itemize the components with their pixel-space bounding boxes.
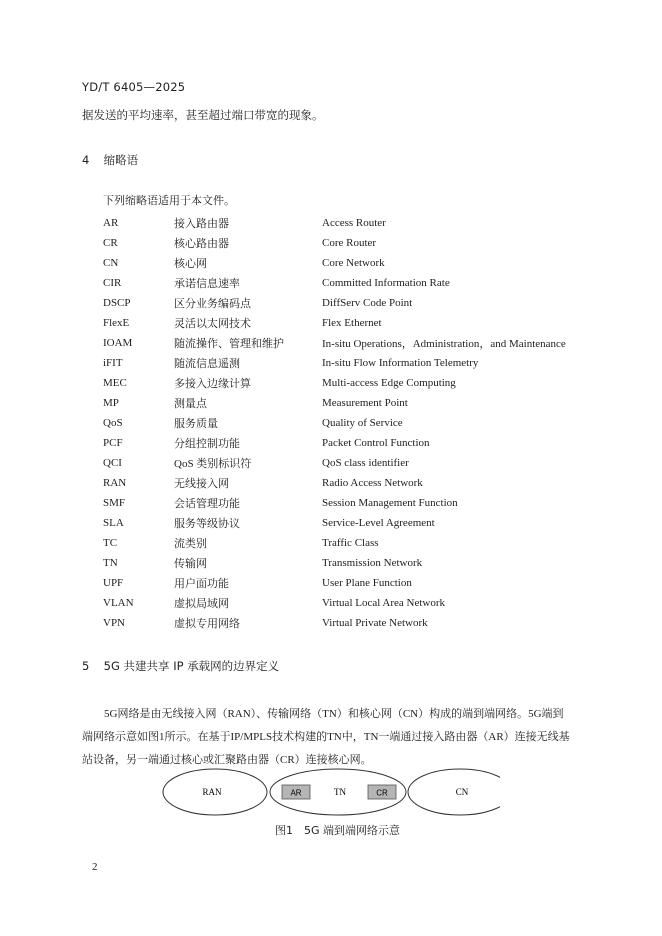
cn-label: CN [455,787,469,797]
abbreviation-english: Radio Access Network [322,477,423,489]
abbreviation-row [103,253,566,273]
abbreviation-row [103,213,566,233]
abbreviation-english: DiffServ Code Point [322,297,413,309]
abbreviation-chinese: 传输网 [174,558,207,570]
abbreviation-english: Measurement Point [322,397,408,409]
network-diagram [160,765,500,820]
abbreviation-term: RAN [103,477,127,489]
abbreviation-row [103,533,566,553]
abbreviation-row [103,273,566,293]
abbreviation-chinese: 接入路由器 [174,218,229,230]
abbreviation-term: AR [103,217,119,229]
abbreviation-english: Core Network [322,257,385,269]
abbreviation-row [103,613,566,633]
abbreviation-term: TN [103,557,118,569]
abbreviation-chinese: 多接入边缘计算 [174,378,251,390]
abbreviation-term: QCI [103,457,122,469]
abbreviation-chinese: 无线接入网 [174,478,229,490]
abbreviation-english: Core Router [322,237,377,249]
abbreviation-english: Transmission Network [322,557,423,569]
abbreviation-english: QoS class identifier [322,457,409,469]
abbreviation-chinese: 测量点 [174,398,207,410]
section-number: 4 [82,153,90,167]
abbreviation-row [103,473,566,493]
abbreviation-term: UPF [103,577,124,589]
abbreviation-english: Session Management Function [322,497,458,509]
abbreviation-chinese: 服务等级协议 [174,518,240,530]
abbreviation-chinese: 区分业务编码点 [174,298,251,310]
abbreviation-english: Service-Level Agreement [322,517,435,529]
cr-label: CR [376,788,388,798]
abbreviation-term: FlexE [103,317,130,329]
section-title: 5G 共建共享 IP 承载网的边界定义 [103,659,280,673]
abbreviation-row [103,493,566,513]
page-number: 2 [92,861,98,873]
abbreviation-english: Packet Control Function [322,437,430,449]
ar-label: AR [290,788,302,798]
abbreviation-row [103,393,566,413]
abbreviation-term: iFIT [103,357,123,369]
paragraph-line: 5G网络是由无线接入网（RAN）、传输网络（TN）和核心网（CN）构成的端到端网络。5G端到 [104,708,564,720]
abbreviation-english: Access Router [322,217,386,229]
abbreviation-row [103,553,566,573]
cn-ellipse [408,769,500,815]
abbreviation-term: DSCP [103,297,131,309]
abbreviation-english: User Plane Function [322,577,412,589]
abbreviation-chinese: 核心路由器 [174,238,229,250]
abbreviation-term: MEC [103,377,127,389]
continuation-text: 据发送的平均速率，甚至超过端口带宽的现象。 [82,110,324,122]
abbreviation-chinese: 核心网 [174,258,207,270]
abbreviation-term: VLAN [103,597,134,609]
abbreviation-row [103,413,566,433]
abbreviation-chinese: 会话管理功能 [174,498,240,510]
abbreviation-english: Multi-access Edge Computing [322,377,456,389]
abbreviation-row [103,513,566,533]
abbreviation-english: In-situ Flow Information Telemetry [322,357,479,369]
abbreviation-row [103,293,566,313]
abbreviation-chinese: QoS 类别标识符 [174,458,252,470]
abbreviation-chinese: 随流信息遥测 [174,358,240,370]
abbreviation-chinese: 承诺信息速率 [174,278,240,290]
abbreviation-term: MP [103,397,119,409]
abbreviation-english: In-situ Operations，Administration，and Maintenance [322,338,566,350]
abbreviations-intro: 下列缩略语适用于本文件。 [103,195,235,207]
abbreviation-chinese: 服务质量 [174,418,218,430]
standard-id: YD/T 6405—2025 [82,80,186,94]
section-4-heading [82,152,138,168]
abbreviation-row [103,433,566,453]
abbreviation-term: VPN [103,617,126,629]
section-title: 缩略语 [103,153,139,167]
figure-caption: 图1 5G 端到端网络示意 [275,824,401,837]
abbreviation-row [103,573,566,593]
abbreviation-english: Virtual Local Area Network [322,597,446,609]
abbreviation-english: Quality of Service [322,417,403,429]
paragraph-line: 站设备，另一端通过核心或汇聚路由器（CR）连接核心网。 [82,754,372,766]
abbreviation-row [103,333,566,353]
abbreviation-chinese: 虚拟专用网络 [174,618,240,630]
section-5-heading [82,658,279,674]
abbreviation-term: QoS [103,417,123,429]
abbreviation-term: CN [103,257,119,269]
abbreviation-term: SLA [103,517,124,529]
abbreviation-row [103,233,566,253]
abbreviation-row [103,353,566,373]
abbreviation-term: TC [103,537,118,549]
abbreviation-chinese: 灵活以太网技术 [174,318,251,330]
ran-label: RAN [202,787,222,797]
abbreviation-chinese: 虚拟局域网 [174,598,229,610]
abbreviation-english: Traffic Class [322,537,379,549]
abbreviation-english: Virtual Private Network [322,617,428,629]
abbreviation-term: PCF [103,437,123,449]
abbreviations-table [103,213,566,633]
abbreviation-chinese: 流类别 [174,538,207,550]
abbreviation-chinese: 随流操作、管理和维护 [174,338,284,350]
abbreviation-english: Flex Ethernet [322,317,382,329]
abbreviation-term: IOAM [103,337,133,349]
section-number: 5 [82,659,90,673]
abbreviation-chinese: 分组控制功能 [174,438,240,450]
tn-label: TN [334,787,346,797]
abbreviation-english: Committed Information Rate [322,277,450,289]
paragraph-line: 端网络示意如图1所示。在基于IP/MPLS技术构建的TN中，TN一端通过接入路由器（AR）连接无线基 [82,731,570,743]
abbreviation-term: CIR [103,277,122,289]
abbreviation-term: SMF [103,497,126,509]
abbreviation-row [103,373,566,393]
abbreviation-row [103,313,566,333]
abbreviation-row [103,453,566,473]
abbreviation-term: CR [103,237,118,249]
abbreviation-chinese: 用户面功能 [174,578,229,590]
abbreviation-row [103,593,566,613]
